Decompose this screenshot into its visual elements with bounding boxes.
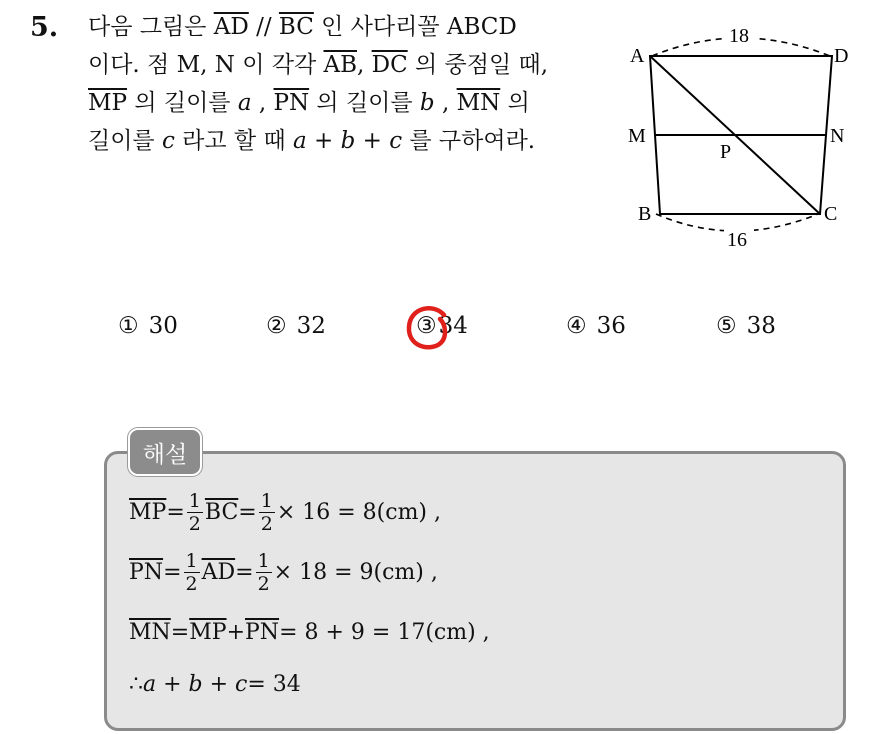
choice-2[interactable]: ② 32 xyxy=(266,313,326,339)
solution-line-2: $\overline{PN}$ = $\frac{1}{2}$ $\overline{AD}$ = $\frac{1}{2}$ × 18 = 9(cm) , xyxy=(129,549,438,595)
solution-line-4: ∴ a + b + c = 34 xyxy=(129,671,301,697)
question-line-2: 이다. 점 M, N 이 각각 $\overline{AB}$, $\overline{DC}$ 의 중점일 때, xyxy=(88,52,549,78)
question-number: 5. xyxy=(30,12,59,43)
answer-choices xyxy=(118,313,838,349)
choice-3[interactable]: ③34 xyxy=(416,313,468,339)
bottom-length-label: 16 xyxy=(727,229,747,250)
label-a: A xyxy=(630,45,645,67)
choice-5[interactable]: ⑤ 38 xyxy=(716,313,776,339)
answer-mark-circle xyxy=(404,305,452,353)
solution-badge: 해설 xyxy=(128,428,202,476)
question-line-1: 다음 그림은 $\overline{AD} // \overline{BC}$ 인 사다리꼴 ABCD xyxy=(88,14,517,40)
fraction: $\frac{1}{2}$ xyxy=(257,549,270,595)
solution-box xyxy=(104,451,846,731)
question-line-3: $\overline{MP}$ 의 길이를 a , $\overline{PN}$ 의 길이를 b , $\overline{MN}$ 의 xyxy=(88,90,530,116)
choice-4[interactable]: ④ 36 xyxy=(566,313,626,339)
trapezoid-figure xyxy=(620,10,860,250)
label-m: M xyxy=(628,125,646,147)
label-b: B xyxy=(638,203,652,225)
question-text xyxy=(88,8,618,160)
fraction: $\frac{1}{2}$ xyxy=(185,549,198,595)
fraction: $\frac{1}{2}$ xyxy=(188,489,201,535)
choice-1[interactable]: ① 30 xyxy=(118,313,178,339)
fraction: $\frac{1}{2}$ xyxy=(260,489,273,535)
label-n: N xyxy=(830,125,845,147)
solution-line-3: $\overline{MN}$ = $\overline{MP}$ + $\overline{PN}$ = 8 + 9 = 17(cm) , xyxy=(129,619,490,645)
solution-line-1: $\overline{MP}$ = $\frac{1}{2}$ $\overline{BC}$ = $\frac{1}{2}$ × 16 = 8(cm) , xyxy=(129,489,442,535)
label-c: C xyxy=(824,203,838,225)
solution-lines xyxy=(129,482,490,706)
label-p: P xyxy=(720,141,732,163)
top-length-label: 18 xyxy=(729,25,749,47)
question-line-4: 길이를 c 라고 할 때 a + b + c 를 구하여라. xyxy=(88,128,536,154)
label-d: D xyxy=(834,45,849,67)
